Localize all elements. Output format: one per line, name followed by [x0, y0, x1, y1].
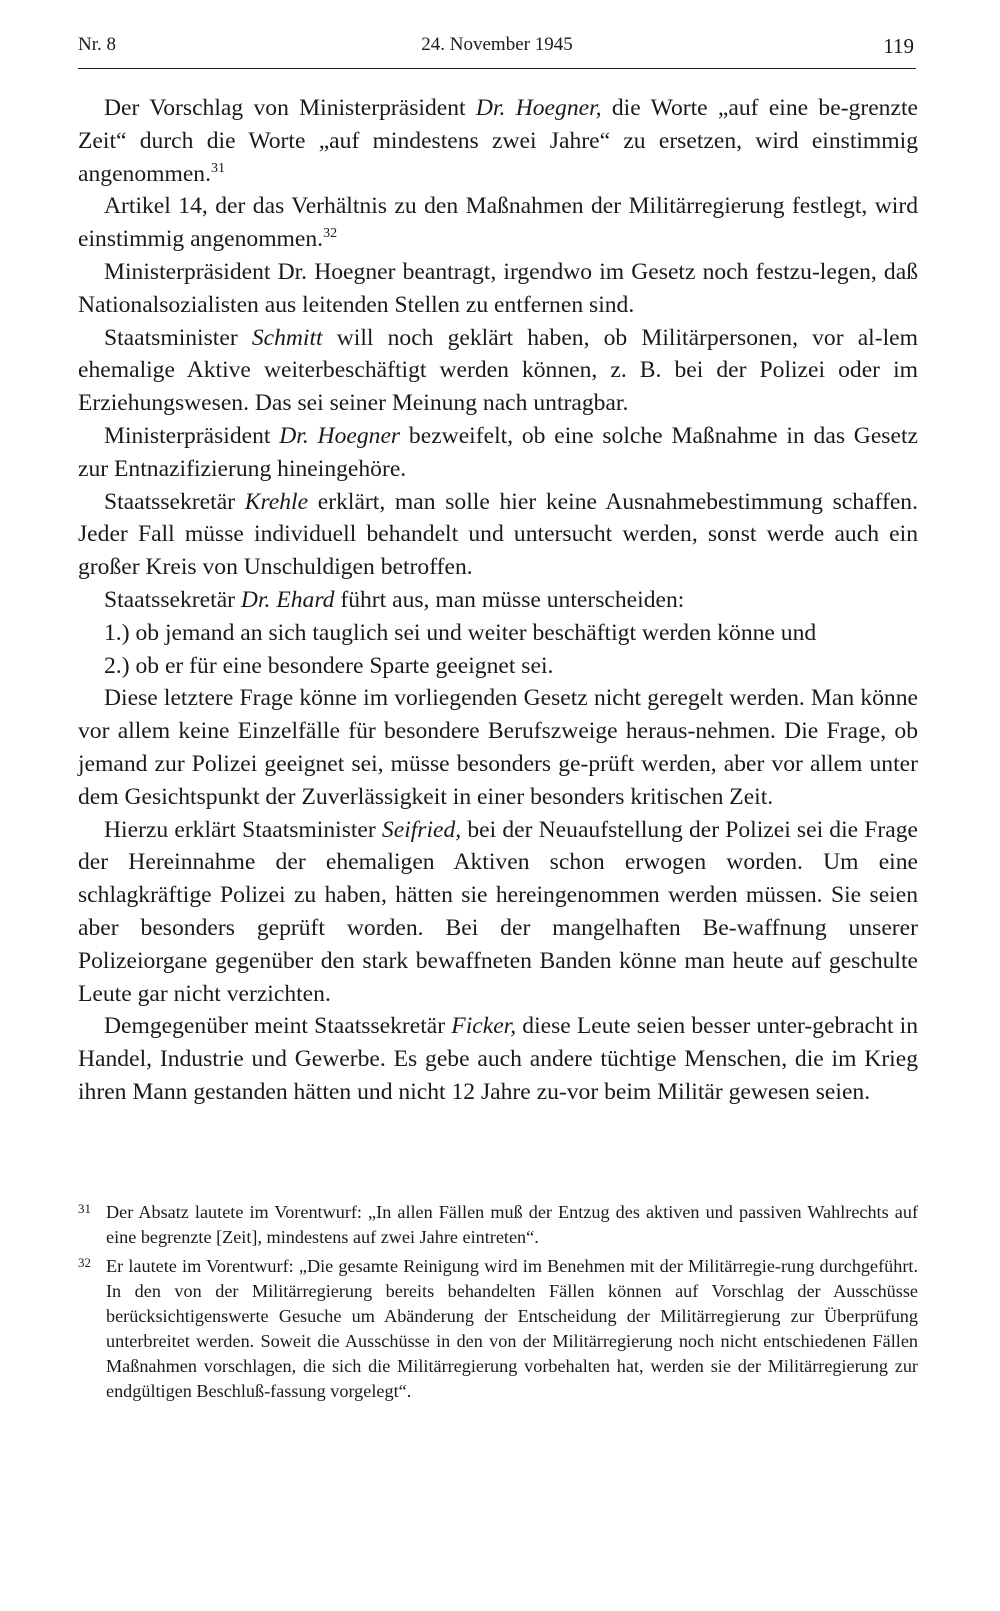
paragraph-text: Demgegenüber meint Staatssekretär: [104, 1013, 452, 1040]
speaker-name: Dr. Hoegner,: [475, 95, 602, 121]
paragraph-text: 2.) ob er für eine besondere Sparte geeignet sei.: [104, 652, 554, 679]
paragraph-text: führt aus, man müsse unterscheiden:: [334, 586, 685, 613]
footnote-number: 32: [78, 1255, 91, 1270]
paragraph: [78, 486, 918, 584]
page-number: 119: [883, 34, 914, 58]
paragraph: [78, 92, 918, 190]
paragraph: [78, 814, 918, 1011]
header-rule: [78, 68, 916, 69]
speaker-name: Dr. Ehard: [240, 586, 335, 613]
paragraph: [78, 256, 918, 322]
paragraph-text: 1.) ob jemand an sich tauglich sei und weiter beschäftigt werden könne und: [104, 619, 817, 646]
paragraph-text: Staatssekretär: [104, 586, 241, 613]
paragraph-text: Artikel 14, der das Verhältnis zu den Maßnahmen der Militärregierung festlegt, wird einstimmig angenommen.: [78, 193, 918, 253]
paragraph: [78, 322, 918, 420]
running-header: [78, 34, 916, 68]
speaker-name: Ficker,: [451, 1013, 517, 1040]
paragraph-text: bei der Neuaufstellung der Polizei sei die Frage der Hereinnahme der ehemaligen Aktiven schon erwogen worden. Um eine schlagkräftige Polizei zu haben, hätten sie hereingenommen werden müssen. Sie seien aber besonders geprüft worden. Bei der mangelhaften Be-waffnung unserer Polizeiorgane gegenüber den stark bewaffneten Banden könne man heute auf geschulte Leute gar nicht verzichten.: [78, 816, 918, 1007]
paragraph-text: erklärt, man solle hier keine Ausnahmebestimmung schaffen. Jeder Fall müsse individuell behandelt und untersucht werden, sonst werde auch ein großer Kreis von Unschuldigen betroffen.: [78, 488, 918, 581]
paragraph-text: Der Vorschlag von Ministerpräsident: [104, 95, 476, 121]
footnote-text: Er lautete im Vorentwurf: „Die gesamte Reinigung wird im Benehmen mit der Militärregie-rung durchgeführt. In den von der Militärregierung bereits behandelten Fällen können auf Vorschlag der Ausschüsse berücksichtigenswerte Gesuche um Abänderung der Entscheidung der Militärregierung zur Überprüfung unterbreitet werden. Soweit die Ausschüsse in den von der Militärregierung noch nicht entschiedenen Fällen Maßnahmen vorschlagen, die sich die Militärregierung vorbehalten hat, werden sie der Militärregierung zur endgültigen Beschluß-fassung vorgelegt“.: [106, 1256, 918, 1401]
footnote: [78, 1254, 918, 1404]
paragraph-text: Diese letztere Frage könne im vorliegenden Gesetz nicht geregelt werden. Man könne vor allem keine Einzelfälle für besondere Berufszweige heraus-nehmen. Die Frage, ob jemand zur Polizei geeignet sei, müsse besonders ge-prüft werden, aber vor allem unter dem Gesichtspunkt der Zuverlässigkeit in einer besonders kritischen Zeit.: [78, 685, 918, 810]
footnote-text: Der Absatz lautete im Vorentwurf: „In allen Fällen muß der Entzug des aktiven und passiven Wahlrechts auf eine begrenzte [Zeit], mindestens auf zwei Jahre eintreten“.: [106, 1202, 918, 1247]
paragraph: [78, 420, 918, 486]
protocol-body: [78, 92, 918, 1109]
issue-number: Nr. 8: [78, 34, 116, 55]
paragraph-text: Staatsminister: [104, 324, 252, 351]
footnote-reference: 31: [211, 160, 226, 176]
footnote-reference: 32: [323, 226, 338, 242]
paragraph: [78, 682, 918, 813]
paragraph-text: Staatssekretär: [104, 488, 245, 515]
list-item: [78, 617, 918, 650]
list-item: [78, 650, 918, 683]
speaker-name: Dr. Hoegner: [279, 422, 401, 449]
speaker-name: Krehle: [244, 488, 309, 515]
paragraph: [78, 1010, 918, 1108]
footnote: [78, 1200, 918, 1250]
footnotes: [78, 1200, 918, 1408]
speaker-name: Seifried,: [381, 816, 462, 843]
speaker-name: Schmitt: [251, 324, 323, 351]
paragraph-text: will noch geklärt haben, ob Militärpersonen, vor al-lem ehemalige Aktive weiterbeschäftigt werden können, z. B. bei der Polizei oder im Erziehungswesen. Das sei seiner Meinung nach untragbar.: [78, 324, 918, 417]
paragraph: [78, 584, 918, 617]
paragraph: [78, 190, 918, 256]
paragraph-text: bezweifelt, ob eine solche Maßnahme in das Gesetz zur Entnazifizierung hineingehöre.: [78, 422, 918, 482]
paragraph-text: Ministerpräsident Dr. Hoegner beantragt, irgendwo im Gesetz noch festzu-legen, daß Nationalsozialisten aus leitenden Stellen zu entfernen sind.: [78, 258, 918, 318]
paragraph-text: Hierzu erklärt Staatsminister: [104, 816, 382, 843]
paragraph-text: die Worte „auf eine be-grenzte Zeit“ durch die Worte „auf mindestens zwei Jahre“ zu ersetzen, wird einstimmig angenommen.: [78, 95, 918, 187]
paragraph-text: Ministerpräsident: [104, 422, 280, 449]
paragraph-text: diese Leute seien besser unter-gebracht in Handel, Industrie und Gewerbe. Es gebe auch andere tüchtige Menschen, die im Krieg ihren Mann gestanden hätten und nicht 12 Jahre zu-vor beim Militär gewesen seien.: [78, 1013, 918, 1105]
footnote-number: 31: [78, 1201, 91, 1216]
header-date: 24. November 1945: [421, 34, 573, 55]
